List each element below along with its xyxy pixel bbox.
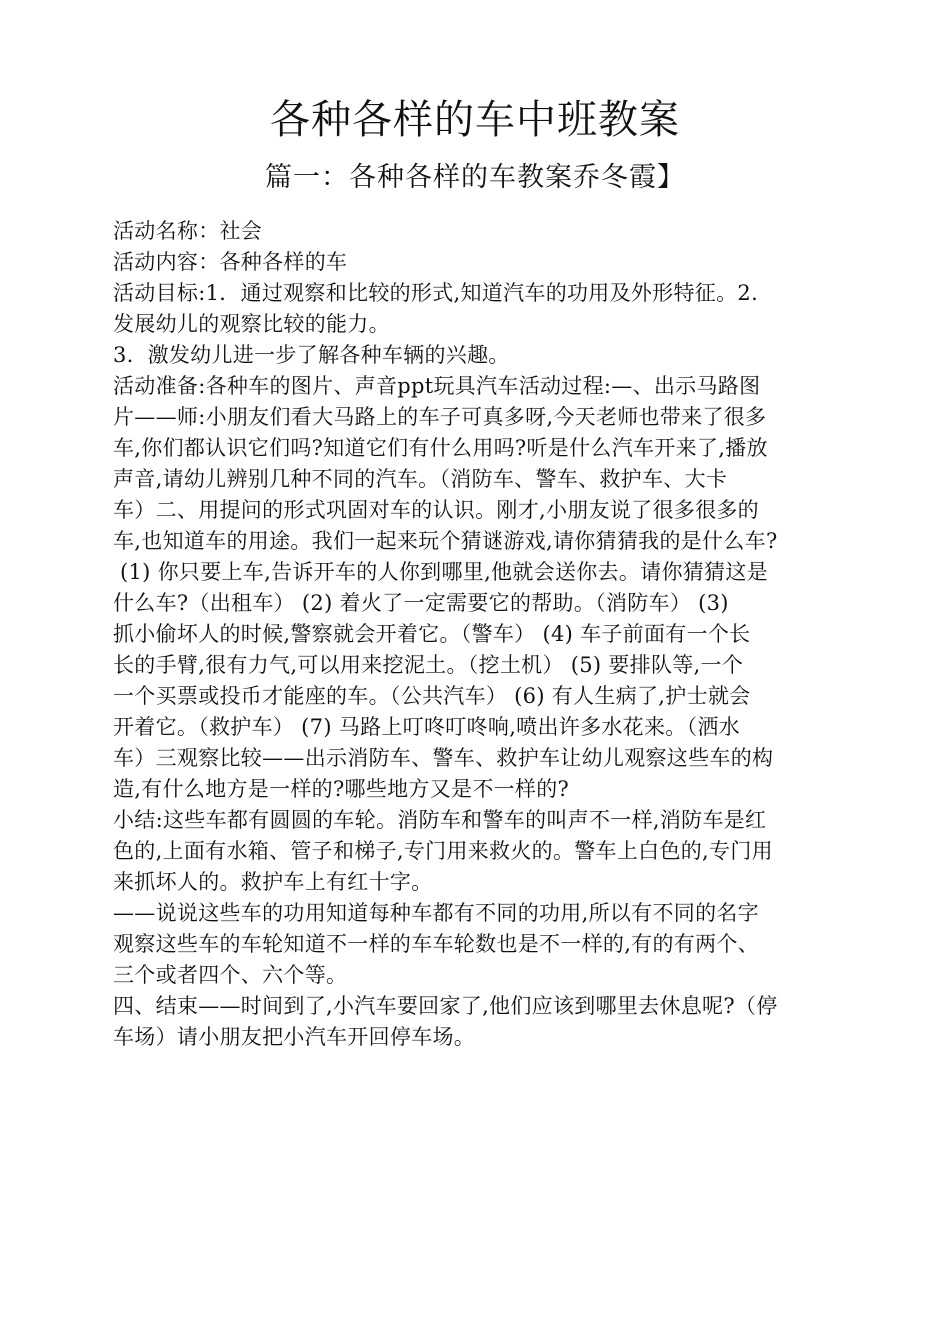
text-line: 抓小偷坏人的时候,警察就会开着它。（警车） (4) 车子前面有一个长	[113, 622, 751, 646]
text-line: 活动内容：各种各样的车	[113, 250, 348, 274]
document-body	[113, 216, 843, 1053]
text-line: 车）二、用提问的形式巩固对车的认识。刚才,小朋友说了很多很多的	[113, 498, 759, 522]
text-line: (1) 你只要上车,告诉开车的人你到哪里,他就会送你去。请你猜猜这是	[113, 560, 768, 584]
text-line: 造,有什么地方是一样的?哪些地方又是不一样的?	[113, 777, 570, 801]
text-line: 3. 激发幼儿进一步了解各种车辆的兴趣。	[113, 343, 510, 367]
text-line: 车,你们都认识它们吗?知道它们有什么用吗?听是什么汽车开来了,播放	[113, 436, 768, 460]
text-line: 发展幼儿的观察比较的能力。	[113, 312, 390, 336]
text-line: ——说说这些车的功用知道每种车都有不同的功用,所以有不同的名字	[113, 901, 759, 925]
text-line: 活动名称：社会	[113, 219, 263, 243]
text-line: 车,也知道车的用途。我们一起来玩个猜谜游戏,请你猜猜我的是什么车?	[113, 529, 778, 553]
text-line: 车场）请小朋友把小汽车开回停车场。	[113, 1025, 476, 1049]
text-line: 车）三观察比较——出示消防车、警车、救护车让幼儿观察这些车的构	[113, 746, 774, 770]
text-line: 声音,请幼儿辨别几种不同的汽车。（消防车、警车、救护车、大卡	[113, 467, 728, 491]
text-line: 一个买票或投币才能座的车。（公共汽车） (6) 有人生病了,护士就会	[113, 684, 751, 708]
text-line: 活动准备:各种车的图片、声音ppt玩具汽车活动过程:—、出示马路图	[113, 374, 761, 398]
text-line: 四、结束——时间到了,小汽车要回家了,他们应该到哪里去休息呢?（停	[113, 994, 778, 1018]
text-line: 色的,上面有水箱、管子和梯子,专门用来救火的。警车上白色的,专门用	[113, 839, 773, 863]
text-line: 观察这些车的车轮知道不一样的车车轮数也是不一样的,有的有两个、	[113, 932, 759, 956]
document-title: 各种各样的车中班教案	[270, 97, 680, 143]
text-line: 片——师:小朋友们看大马路上的车子可真多呀,今天老师也带来了很多	[113, 405, 767, 429]
text-line: 什么车?（出租车） (2) 着火了一定需要它的帮助。（消防车） (3)	[113, 591, 729, 615]
text-line: 小结:这些车都有圆圆的车轮。消防车和警车的叫声不一样,消防车是红	[113, 808, 767, 832]
text-line: 活动目标:1．通过观察和比较的形式,知道汽车的功用及外形特征。2.	[113, 281, 759, 305]
text-line: 三个或者四个、六个等。	[113, 963, 348, 987]
text-line: 长的手臂,很有力气,可以用来挖泥土。（挖土机） (5) 要排队等,一个	[113, 653, 744, 677]
text-line: 开着它。（救护车） (7) 马路上叮咚叮咚响,喷出许多水花来。（洒水	[113, 715, 740, 739]
text-line: 来抓坏人的。救护车上有红十字。	[113, 870, 433, 894]
document-subtitle: 篇一：各种各样的车教案乔冬霞】	[265, 162, 685, 193]
